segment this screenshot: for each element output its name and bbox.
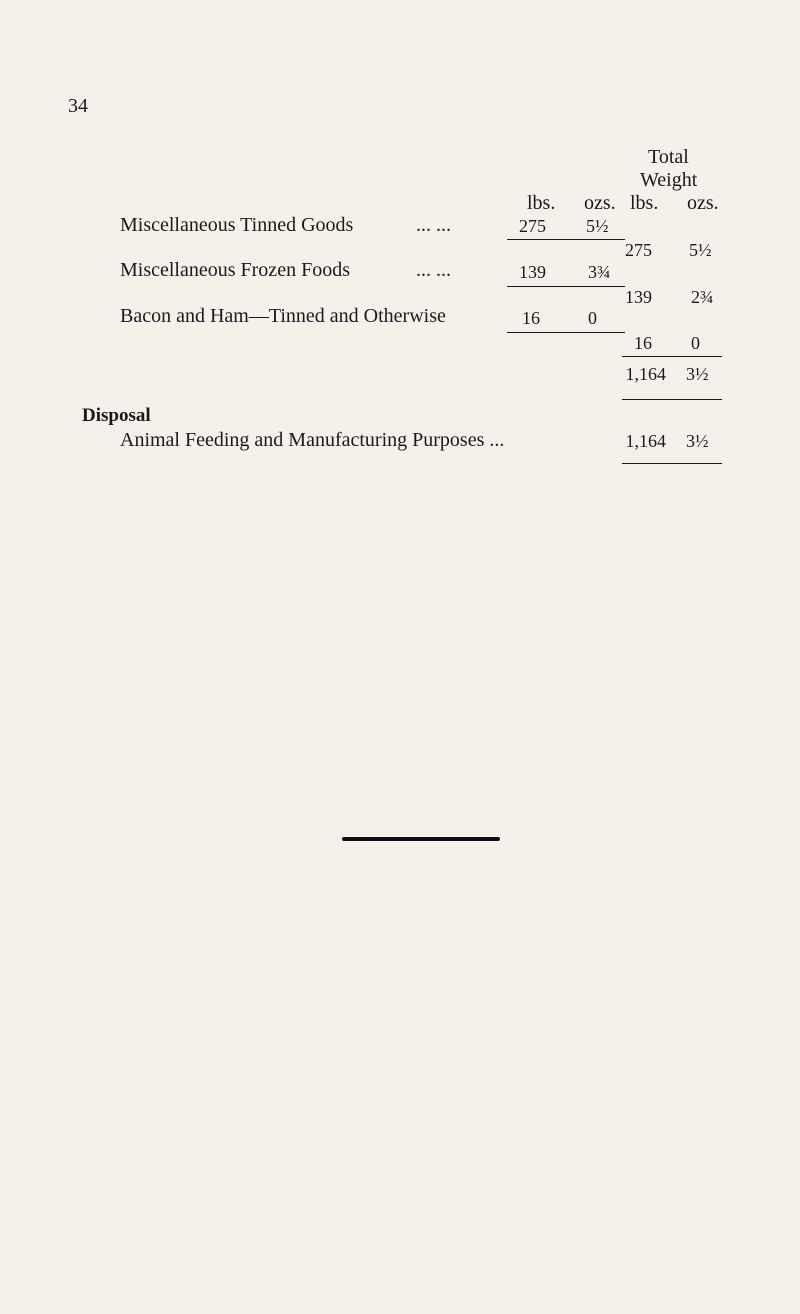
header-ozs-col1: ozs. [584,192,616,214]
row-label: Miscellaneous Frozen Foods [120,259,350,281]
row-total-lbs: 139 [625,287,652,307]
disposal-ozs: 3½ [686,431,709,451]
row-lbs: 275 [519,216,546,236]
printed-bar-mark [342,837,500,841]
row-total-ozs: 5½ [689,240,712,260]
row-total-lbs: 16 [634,333,652,353]
row-ozs: 3¾ [588,262,611,282]
page-number: 34 [68,95,88,117]
subtotal-rule [507,332,625,333]
total-rule-bottom [622,399,722,400]
disposal-rule [622,463,722,464]
header-weight: Weight [640,169,698,191]
header-ozs-col2: ozs. [687,192,719,214]
row-label: Bacon and Ham—Tinned and Otherwise [120,305,446,327]
header-lbs-col1: lbs. [527,192,556,214]
row-leader: ... ... [416,214,451,236]
disposal-label: Animal Feeding and Manufacturing Purposes ... [120,429,505,451]
row-leader: ... ... [416,259,451,281]
subtotal-rule [507,239,625,240]
row-lbs: 16 [522,308,540,328]
total-rule-top [622,356,722,357]
grand-total-ozs: 3½ [686,364,709,384]
row-total-ozs: 0 [691,333,700,353]
grand-total-lbs: 1,164 [625,364,666,384]
row-lbs: 139 [519,262,546,282]
disposal-lbs: 1,164 [625,431,666,451]
header-lbs-col2: lbs. [630,192,659,214]
header-total: Total [648,146,689,168]
row-total-lbs: 275 [625,240,652,260]
subtotal-rule [507,286,625,287]
row-label: Miscellaneous Tinned Goods [120,214,354,236]
row-ozs: 5½ [586,216,609,236]
row-total-ozs: 2¾ [691,287,714,307]
disposal-heading: Disposal [82,405,151,426]
row-ozs: 0 [588,308,597,328]
